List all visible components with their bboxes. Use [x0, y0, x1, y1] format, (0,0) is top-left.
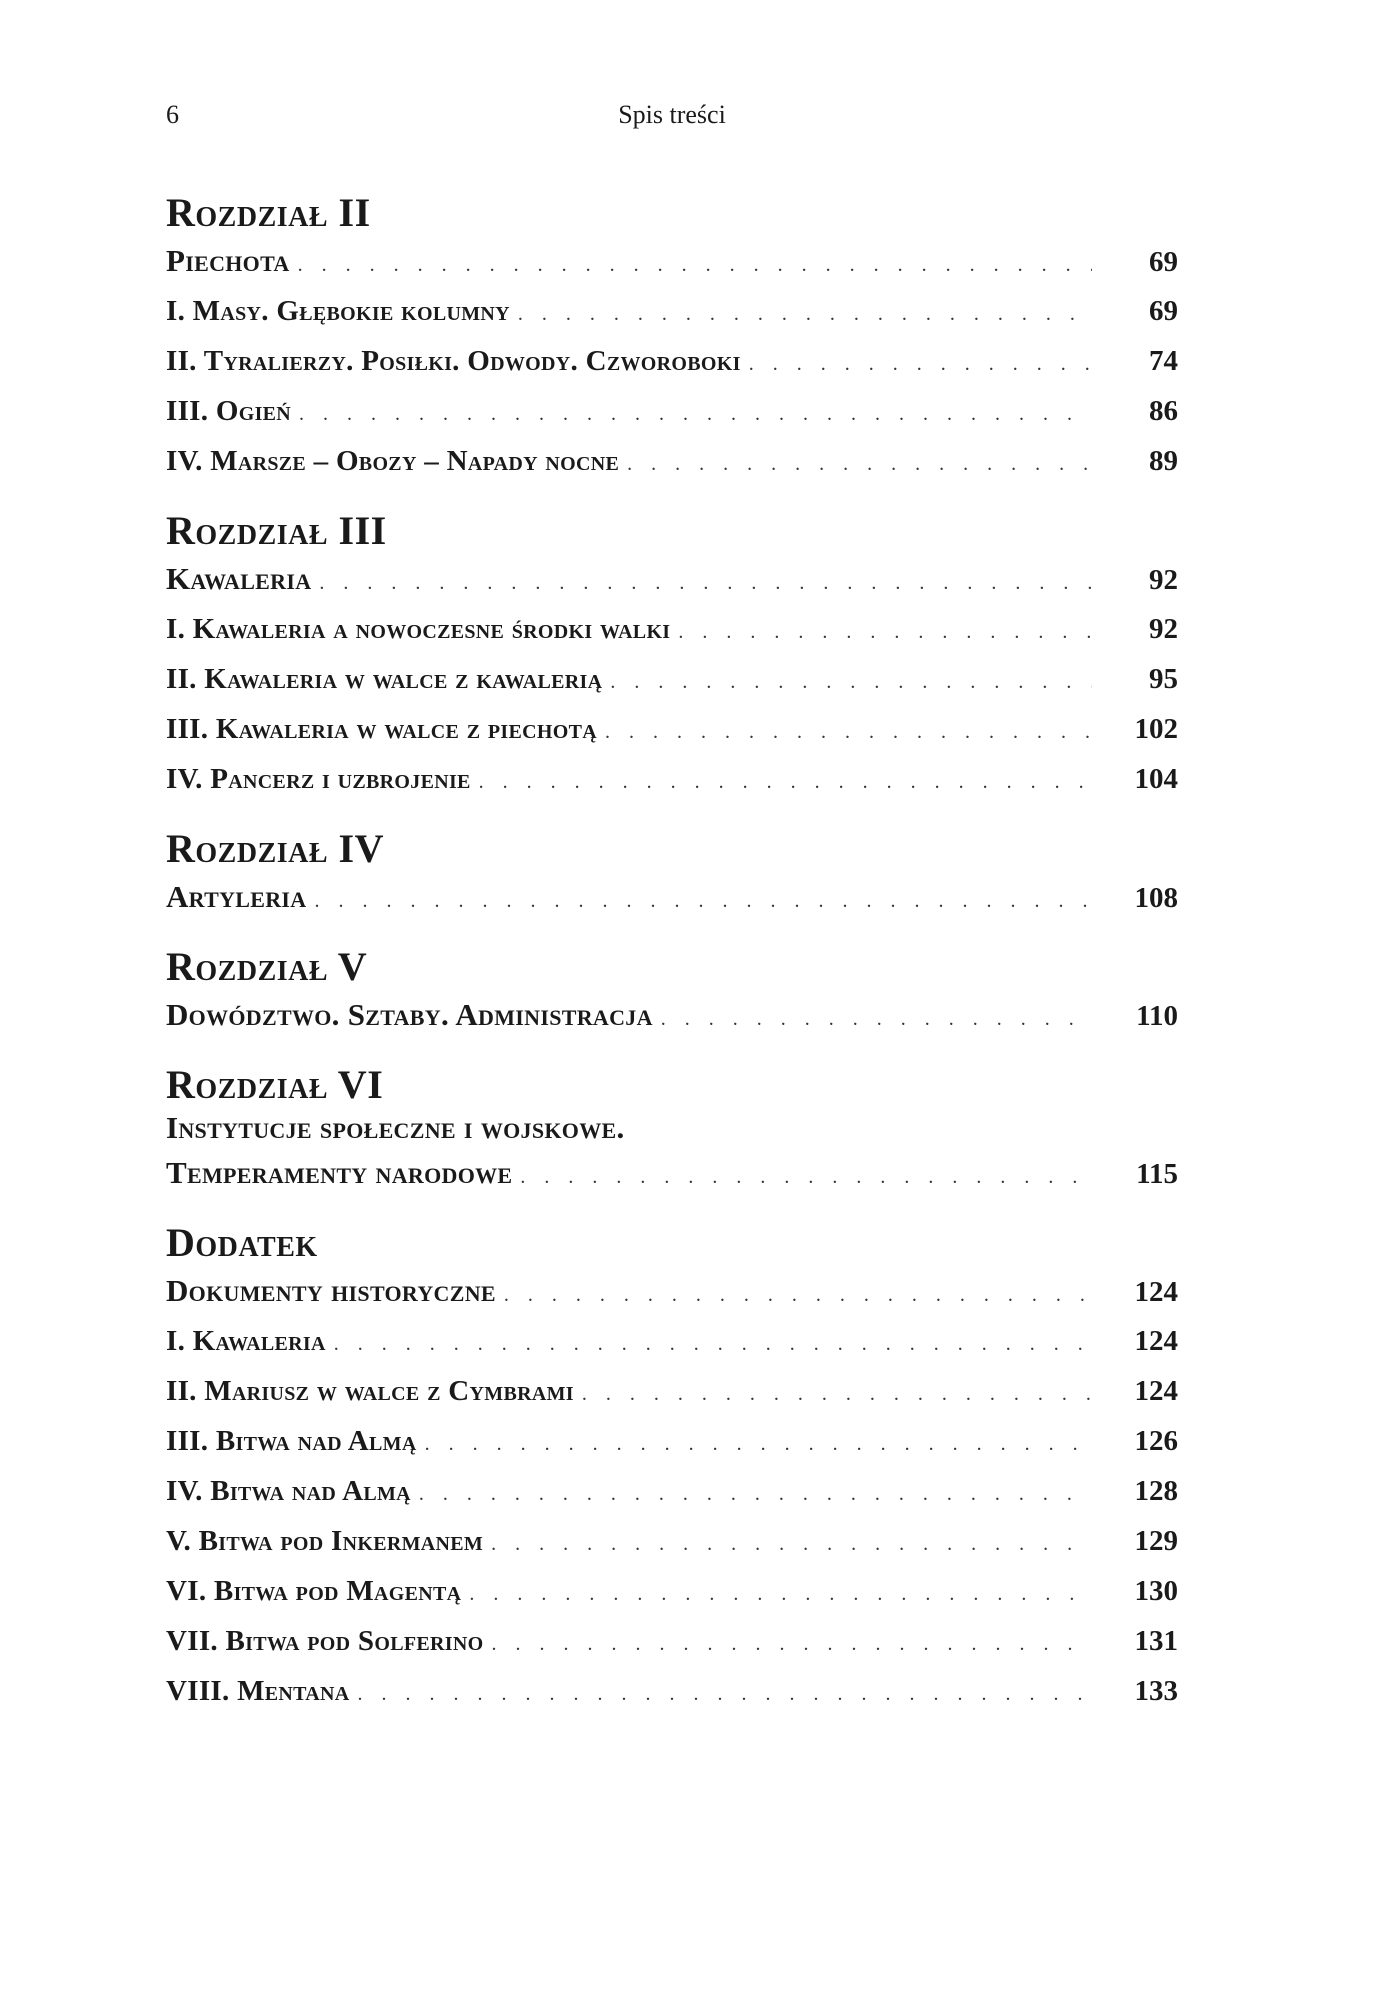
toc-main-entry[interactable]	[166, 1148, 1178, 1198]
entry-label: Dowództwo. Sztaby. Administracja	[166, 997, 653, 1032]
entry-label: III. Kawaleria w walce z piechotą	[166, 713, 597, 745]
entry-label: I. Masy. Głębokie kolumny	[166, 295, 510, 327]
toc-sub-entry[interactable]	[166, 1566, 1178, 1616]
toc-sub-entry[interactable]	[166, 436, 1178, 486]
entry-page-number: 130	[1134, 1575, 1178, 1607]
dot-leader	[479, 757, 1092, 807]
toc-section	[166, 826, 1178, 922]
dot-leader	[491, 1519, 1092, 1569]
entry-page-number: 124	[1134, 1375, 1178, 1407]
toc-main-entry[interactable]	[166, 1266, 1178, 1316]
chapter-heading: Rozdział V	[166, 944, 368, 989]
dot-leader	[627, 439, 1092, 489]
entry-page-number: 110	[1136, 1000, 1178, 1032]
chapter-heading: Rozdział IV	[166, 826, 384, 871]
dot-leader	[491, 1619, 1092, 1669]
entry-page-number: 129	[1134, 1525, 1178, 1557]
toc-sub-entry[interactable]	[166, 704, 1178, 754]
dot-leader	[299, 389, 1092, 439]
entry-page-number: 69	[1149, 246, 1178, 278]
toc-sub-entry[interactable]	[166, 1416, 1178, 1466]
entry-page-number: 74	[1149, 345, 1178, 377]
toc-section	[166, 190, 1178, 486]
entry-label: II. Kawaleria w walce z kawalerią	[166, 663, 603, 695]
dot-leader	[605, 707, 1092, 757]
entry-label: VII. Bitwa pod Solferino	[166, 1625, 484, 1657]
entry-label: II. Tyralierzy. Posiłki. Odwody. Czworoboki	[166, 345, 741, 377]
entry-page-number: 92	[1149, 613, 1178, 645]
entry-label: II. Mariusz w walce z Cymbrami	[166, 1375, 574, 1407]
entry-page-number: 102	[1134, 713, 1178, 745]
entry-page-number: 108	[1134, 882, 1178, 914]
entry-page-number: 128	[1134, 1475, 1178, 1507]
entry-label: VI. Bitwa pod Magentą	[166, 1575, 462, 1607]
toc-sub-entry[interactable]	[166, 654, 1178, 704]
entry-page-number: 95	[1149, 663, 1178, 695]
dot-leader	[319, 558, 1092, 608]
dot-leader	[504, 1270, 1092, 1320]
dot-leader	[469, 1569, 1092, 1619]
entry-label: III. Ogień	[166, 395, 292, 427]
dot-leader	[298, 240, 1092, 290]
entry-page-number: 89	[1149, 445, 1178, 477]
entry-label: I. Kawaleria a nowoczesne środki walki	[166, 613, 671, 645]
running-title: Spis treści	[618, 100, 726, 129]
toc-sub-entry[interactable]	[166, 336, 1178, 386]
dot-leader	[582, 1369, 1092, 1419]
entry-label: I. Kawaleria	[166, 1325, 326, 1357]
page-number: 6	[166, 100, 179, 129]
dot-leader	[314, 876, 1092, 926]
toc-sub-entry[interactable]	[166, 1466, 1178, 1516]
entry-label: V. Bitwa pod Inkermanem	[166, 1525, 484, 1557]
dot-leader	[678, 607, 1092, 657]
entry-page-number: 124	[1134, 1325, 1178, 1357]
entry-title-line: Instytucje społeczne i wojskowe.	[166, 1110, 625, 1145]
dot-leader	[334, 1319, 1092, 1369]
toc-sub-entry[interactable]	[166, 286, 1178, 336]
toc-sub-entry[interactable]	[166, 1616, 1178, 1666]
toc-section	[166, 1062, 1178, 1198]
entry-page-number: 124	[1134, 1276, 1178, 1308]
entry-page-number: 131	[1134, 1625, 1178, 1657]
toc-sub-entry[interactable]	[166, 386, 1178, 436]
entry-page-number: 86	[1149, 395, 1178, 427]
dot-leader	[749, 339, 1092, 389]
toc-main-entry[interactable]	[166, 990, 1178, 1040]
entry-page-number: 115	[1136, 1158, 1178, 1190]
toc-sub-entry[interactable]	[166, 1666, 1178, 1716]
toc-sub-entry[interactable]	[166, 1316, 1178, 1366]
dot-leader	[358, 1669, 1092, 1719]
entry-label: IV. Pancerz i uzbrojenie	[166, 763, 471, 795]
toc-main-entry[interactable]	[166, 554, 1178, 604]
entry-label: Piechota	[166, 243, 290, 278]
entry-page-number: 92	[1149, 564, 1178, 596]
toc-section	[166, 508, 1178, 804]
toc-sub-entry[interactable]	[166, 754, 1178, 804]
entry-label: Artyleria	[166, 879, 307, 914]
entry-label: Kawaleria	[166, 561, 312, 596]
entry-label: Dokumenty historyczne	[166, 1273, 496, 1308]
chapter-heading: Rozdział VI	[166, 1062, 384, 1107]
dot-leader	[661, 994, 1092, 1044]
chapter-heading: Dodatek	[166, 1220, 318, 1265]
entry-label: VIII. Mentana	[166, 1675, 350, 1707]
entry-page-number: 126	[1134, 1425, 1178, 1457]
toc-sub-entry[interactable]	[166, 1366, 1178, 1416]
dot-leader	[518, 289, 1092, 339]
table-of-contents	[166, 190, 1178, 1738]
entry-label: Temperamenty narodowe	[166, 1155, 513, 1190]
dot-leader	[425, 1419, 1092, 1469]
entry-label: III. Bitwa nad Almą	[166, 1425, 417, 1457]
entry-label: IV. Bitwa nad Almą	[166, 1475, 411, 1507]
toc-main-entry[interactable]	[166, 872, 1178, 922]
toc-section	[166, 1220, 1178, 1716]
entry-label: IV. Marsze – Obozy – Napady nocne	[166, 445, 620, 477]
chapter-heading: Rozdział II	[166, 190, 371, 235]
toc-sub-entry[interactable]	[166, 1516, 1178, 1566]
toc-section	[166, 944, 1178, 1040]
chapter-heading: Rozdział III	[166, 508, 387, 553]
entry-page-number: 104	[1134, 763, 1178, 795]
entry-page-number: 69	[1149, 295, 1178, 327]
entry-page-number: 133	[1134, 1675, 1178, 1707]
running-header	[166, 100, 1178, 140]
dot-leader	[419, 1469, 1092, 1519]
dot-leader	[610, 657, 1092, 707]
toc-main-entry[interactable]	[166, 236, 1178, 286]
dot-leader	[520, 1152, 1092, 1202]
toc-sub-entry[interactable]	[166, 604, 1178, 654]
